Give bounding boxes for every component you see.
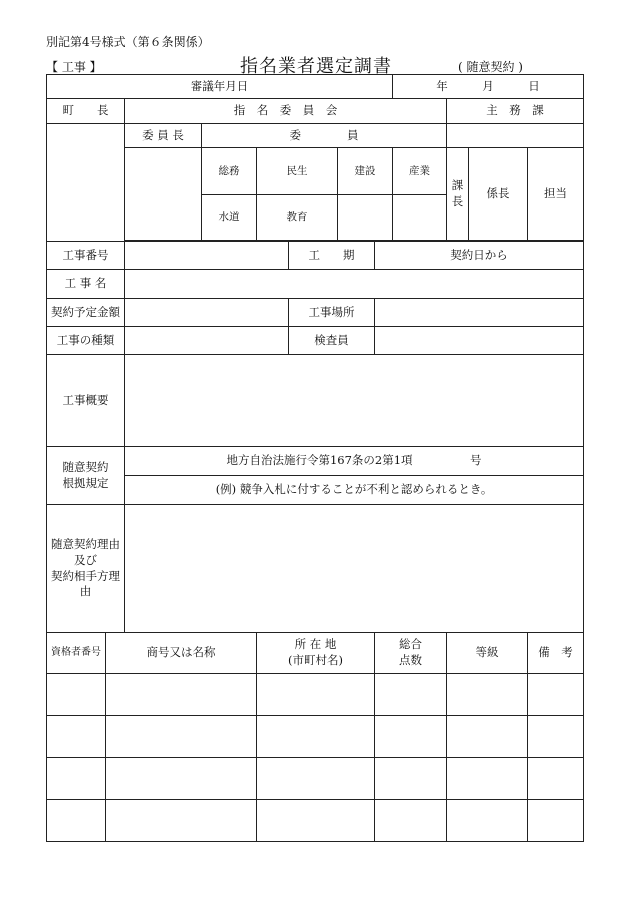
section-blank <box>447 124 584 148</box>
qual-number-header: 資格者番号 <box>47 633 106 674</box>
member-field-blank-1[interactable] <box>338 195 393 241</box>
work-number-value[interactable] <box>125 242 289 270</box>
vendor-grade-cell[interactable] <box>447 758 528 800</box>
role-staff[interactable]: 担当 <box>528 148 584 241</box>
vendor-location-cell[interactable] <box>257 674 375 716</box>
vendor-location-cell[interactable] <box>257 800 375 842</box>
vendor-location-cell[interactable] <box>257 758 375 800</box>
work-category: 【 工事 】 <box>46 60 102 74</box>
form-reference: 別記第4号様式（第６条関係） <box>46 35 210 49</box>
basis-label <box>47 447 125 505</box>
work-summary-label: 工事概要 <box>47 355 125 447</box>
basis-rule[interactable]: 地方自治法施行令第167条の2第1項 号 <box>125 447 584 476</box>
section-label: 主 務 課 <box>447 99 584 124</box>
work-location-label: 工事場所 <box>289 299 375 327</box>
vendor-score-cell[interactable] <box>375 800 447 842</box>
chair-label: 委 員 長 <box>125 124 202 148</box>
review-date-label: 審議年月日 <box>47 75 393 99</box>
vendor-qual-number-cell[interactable] <box>47 674 106 716</box>
vendor-company-cell[interactable] <box>106 758 257 800</box>
vendor-location-header-line-2: (市町村名) <box>288 653 343 667</box>
member-field-soumu[interactable]: 総務 <box>202 148 257 195</box>
review-date-value[interactable]: 年 月 日 <box>393 75 584 99</box>
score-header <box>375 633 447 674</box>
member-field-kyoiku[interactable]: 教育 <box>257 195 338 241</box>
vendor-remarks-cell[interactable] <box>528 800 584 842</box>
work-name-value[interactable] <box>125 270 584 299</box>
committee-label: 指 名 委 員 会 <box>125 99 447 124</box>
table-row <box>47 800 584 842</box>
work-type-label: 工事の種類 <box>47 327 125 355</box>
work-location-value[interactable] <box>375 299 584 327</box>
remarks-header: 備 考 <box>528 633 584 674</box>
members-label: 委 員 <box>202 124 447 148</box>
vendor-remarks-cell[interactable] <box>528 674 584 716</box>
contract-type: ( 随意契約 ) <box>458 60 523 74</box>
vendor-grade-cell[interactable] <box>447 800 528 842</box>
vendor-company-cell[interactable] <box>106 800 257 842</box>
chair-stamp[interactable] <box>125 148 202 241</box>
basis-example: (例) 競争入札に付することが不利と認められるとき。 <box>125 476 584 505</box>
selection-form-table <box>46 74 584 842</box>
mayor-stamp[interactable] <box>47 124 125 242</box>
member-field-sangyo[interactable]: 産業 <box>393 148 447 195</box>
reason-label-line-3: 契約相手方理 <box>51 568 120 583</box>
table-row <box>47 674 584 716</box>
work-type-value[interactable] <box>125 327 289 355</box>
vendor-qual-number-cell[interactable] <box>47 800 106 842</box>
reason-label <box>47 505 125 633</box>
reason-label-line-4: 由 <box>79 584 92 599</box>
vendor-location-header <box>257 633 375 674</box>
vendor-qual-number-cell[interactable] <box>47 758 106 800</box>
basis-label-line-2: 根拠規定 <box>62 475 109 490</box>
member-field-minsei[interactable]: 民生 <box>257 148 338 195</box>
vendor-qual-number-cell[interactable] <box>47 716 106 758</box>
vendor-score-cell[interactable] <box>375 674 447 716</box>
table-row <box>47 758 584 800</box>
work-name-label: 工 事 名 <box>47 270 125 299</box>
vendor-company-cell[interactable] <box>106 716 257 758</box>
table-row <box>47 716 584 758</box>
work-period-value[interactable]: 契約日から <box>375 242 584 270</box>
inspector-label: 検査員 <box>289 327 375 355</box>
member-field-kensetsu[interactable]: 建設 <box>338 148 393 195</box>
vendor-grade-cell[interactable] <box>447 674 528 716</box>
reason-label-line-1: 随意契約理由 <box>51 537 120 552</box>
mayor-label: 町 長 <box>47 99 125 124</box>
score-header-line-1: 総合 <box>399 637 422 652</box>
contract-price-value[interactable] <box>125 299 289 327</box>
vendor-company-cell[interactable] <box>106 674 257 716</box>
vendor-grade-cell[interactable] <box>447 716 528 758</box>
reason-value[interactable] <box>125 505 584 633</box>
work-period-label: 工 期 <box>289 242 375 270</box>
company-header: 商号又は名称 <box>106 633 257 674</box>
member-field-blank-2[interactable] <box>393 195 447 241</box>
work-summary-value[interactable] <box>125 355 584 447</box>
vendor-location-cell[interactable] <box>257 716 375 758</box>
grade-header: 等級 <box>447 633 528 674</box>
document-title: 指名業者選定調書 <box>240 56 392 77</box>
vendor-remarks-cell[interactable] <box>528 716 584 758</box>
vendor-score-cell[interactable] <box>375 758 447 800</box>
member-field-suido[interactable]: 水道 <box>202 195 257 241</box>
work-number-label: 工事番号 <box>47 242 125 270</box>
vendor-location-header-line-1: 所 在 地 <box>294 637 337 652</box>
vendor-remarks-cell[interactable] <box>528 758 584 800</box>
basis-label-line-1: 随意契約 <box>62 459 109 474</box>
inspector-value[interactable] <box>375 327 584 355</box>
contract-price-label: 契約予定金額 <box>47 299 125 327</box>
role-subsection-chief[interactable]: 係長 <box>469 148 528 241</box>
role-section-chief[interactable]: 課長 <box>447 148 469 241</box>
reason-label-line-2: 及び <box>74 552 97 567</box>
vendor-score-cell[interactable] <box>375 716 447 758</box>
score-header-line-2: 点数 <box>399 653 422 667</box>
